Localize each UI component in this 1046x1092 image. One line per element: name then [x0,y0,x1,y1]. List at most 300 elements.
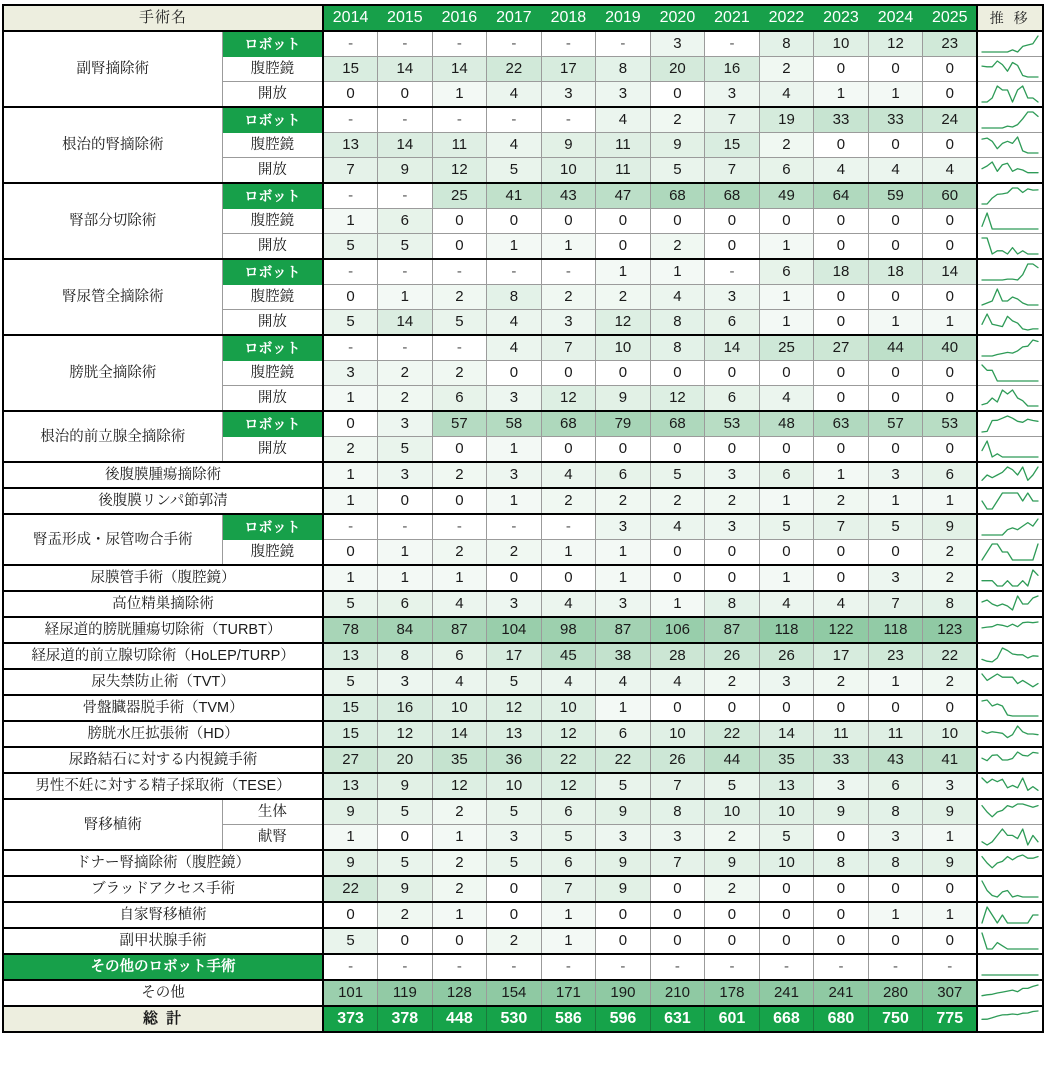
data-cell: 0 [487,361,542,386]
data-cell: 0 [705,695,760,721]
data-cell: - [487,514,542,540]
data-cell: - [487,259,542,285]
trend-sparkline-cell [977,234,1043,260]
data-cell: 9 [923,799,978,825]
data-cell: 0 [705,209,760,234]
data-cell: 0 [814,57,869,82]
data-cell: 0 [487,876,542,902]
data-cell: 16 [378,695,433,721]
table-row [3,747,1043,773]
data-cell: 3 [596,591,651,617]
surgery-name-cell: 後腹膜リンパ節郭清 [3,488,323,514]
data-cell: 7 [705,107,760,133]
data-cell: - [323,514,378,540]
data-cell: 4 [759,386,814,412]
data-cell: 0 [814,361,869,386]
surgery-name-cell: 副甲状腺手術 [3,928,323,954]
data-cell: 6 [923,462,978,488]
surgery-name-cell: その他 [3,980,323,1006]
data-cell: 12 [650,386,705,412]
data-cell: 0 [923,695,978,721]
data-cell: 22 [923,643,978,669]
data-cell: 1 [923,825,978,851]
data-cell: 3 [487,386,542,412]
data-cell: 0 [432,234,487,260]
data-cell: 14 [432,57,487,82]
data-cell: 0 [814,437,869,463]
data-cell: 4 [868,158,923,184]
data-cell: 0 [923,437,978,463]
data-cell: - [541,514,596,540]
data-cell: 8 [759,31,814,57]
data-cell: 33 [814,107,869,133]
surgery-name-cell: 男性不妊に対する精子採取術（TESE） [3,773,323,799]
table-row [3,617,1043,643]
data-cell: 4 [487,133,542,158]
data-cell: 0 [650,437,705,463]
data-cell: 1 [596,259,651,285]
data-cell: 8 [650,799,705,825]
data-cell: 1 [378,565,433,591]
column-header-year-2018: 2018 [541,5,596,31]
data-cell: 104 [487,617,542,643]
data-cell: 2 [378,386,433,412]
data-cell: 4 [541,462,596,488]
trend-sparkline-cell [977,183,1043,209]
surgery-count-table [2,4,1044,1033]
data-cell: 178 [705,980,760,1006]
surgery-name-cell: 根治的腎摘除術 [3,107,222,183]
data-cell: 40 [923,335,978,361]
data-cell: 8 [868,850,923,876]
data-cell: 122 [814,617,869,643]
column-header-year-2021: 2021 [705,5,760,31]
data-cell: 1 [923,310,978,336]
data-cell: 241 [814,980,869,1006]
data-cell: 3 [923,773,978,799]
data-cell: 87 [432,617,487,643]
data-cell: 9 [541,133,596,158]
table-row [3,902,1043,928]
data-cell: 1 [596,695,651,721]
total-row [3,1006,1043,1032]
data-cell: 2 [596,285,651,310]
total-label: 総 計 [3,1006,323,1032]
total-data-cell: 586 [541,1006,596,1032]
data-cell: 0 [868,57,923,82]
trend-sparkline-cell [977,928,1043,954]
data-cell: - [541,259,596,285]
data-cell: 6 [378,209,433,234]
data-cell: 2 [759,133,814,158]
trend-sparkline-cell [977,107,1043,133]
data-cell: 3 [705,285,760,310]
data-cell: 0 [759,361,814,386]
data-cell: - [432,514,487,540]
data-cell: 0 [378,82,433,108]
data-cell: 1 [323,209,378,234]
data-cell: 57 [868,411,923,437]
data-cell: - [759,954,814,980]
data-cell: 48 [759,411,814,437]
data-cell: 3 [487,462,542,488]
data-cell: 2 [759,57,814,82]
data-cell: 11 [432,133,487,158]
surgery-name-cell: 膀胱水圧拡張術（HD） [3,721,323,747]
data-cell: 49 [759,183,814,209]
data-cell: 9 [378,876,433,902]
total-data-cell: 668 [759,1006,814,1032]
data-cell: 22 [541,747,596,773]
data-cell: 4 [650,285,705,310]
data-cell: 6 [378,591,433,617]
data-cell: 78 [323,617,378,643]
trend-sparkline-cell [977,643,1043,669]
data-cell: 0 [923,361,978,386]
data-cell: 1 [759,285,814,310]
total-data-cell: 448 [432,1006,487,1032]
data-cell: - [705,954,760,980]
data-cell: - [487,31,542,57]
data-cell: 22 [487,57,542,82]
column-header-year-2017: 2017 [487,5,542,31]
data-cell: 0 [759,695,814,721]
data-cell: 4 [432,591,487,617]
data-cell: 3 [487,825,542,851]
subcategory-cell: 開放 [222,82,323,108]
data-cell: 59 [868,183,923,209]
surgery-name-cell: 骨盤臓器脱手術（TVM） [3,695,323,721]
data-cell: 5 [323,669,378,695]
data-cell: 0 [378,825,433,851]
data-cell: 1 [814,82,869,108]
data-cell: 0 [868,695,923,721]
data-cell: 53 [705,411,760,437]
data-cell: 1 [378,540,433,566]
data-cell: 1 [541,902,596,928]
data-cell: 1 [759,234,814,260]
trend-sparkline-cell [977,82,1043,108]
data-cell: 5 [323,234,378,260]
data-cell: 0 [650,209,705,234]
data-cell: 0 [650,902,705,928]
data-cell: 0 [923,386,978,412]
data-cell: 0 [814,928,869,954]
data-cell: 1 [323,462,378,488]
data-cell: 7 [650,850,705,876]
data-cell: 0 [759,876,814,902]
data-cell: 0 [814,133,869,158]
table-row [3,259,1043,285]
surgery-name-cell: 腎尿管全摘除術 [3,259,222,335]
data-cell: 4 [923,158,978,184]
surgery-name-cell: 腎部分切除術 [3,183,222,259]
data-cell: 1 [323,825,378,851]
data-cell: 3 [378,462,433,488]
data-cell: 15 [705,133,760,158]
subcategory-cell: 腹腔鏡 [222,361,323,386]
data-cell: 68 [650,411,705,437]
data-cell: 2 [487,928,542,954]
data-cell: 0 [814,695,869,721]
data-cell: 0 [868,234,923,260]
trend-sparkline-cell [977,310,1043,336]
data-cell: 0 [705,234,760,260]
data-cell: 0 [323,411,378,437]
data-cell: 154 [487,980,542,1006]
data-cell: 4 [432,669,487,695]
trend-sparkline-cell [977,361,1043,386]
data-cell: - [323,107,378,133]
data-cell: 1 [432,825,487,851]
data-cell: 1 [323,488,378,514]
data-cell: - [432,954,487,980]
data-cell: 47 [596,183,651,209]
data-cell: 2 [705,669,760,695]
data-cell: 33 [868,107,923,133]
trend-sparkline-cell [977,617,1043,643]
data-cell: 10 [596,335,651,361]
data-cell: 1 [541,540,596,566]
trend-sparkline-cell [977,980,1043,1006]
trend-sparkline-cell [977,747,1043,773]
data-cell: - [923,954,978,980]
surgery-name-cell: 腎移植術 [3,799,222,850]
trend-sparkline-cell [977,954,1043,980]
trend-sparkline-cell [977,540,1043,566]
data-cell: 8 [650,335,705,361]
total-data-cell: 378 [378,1006,433,1032]
data-cell: 2 [487,540,542,566]
data-cell: 0 [596,234,651,260]
data-cell: 171 [541,980,596,1006]
subcategory-cell: ロボット [222,183,323,209]
surgery-name-cell: 副腎摘除術 [3,31,222,107]
data-cell: 0 [923,876,978,902]
data-cell: 3 [323,361,378,386]
data-cell: - [378,954,433,980]
data-cell: 6 [432,643,487,669]
data-cell: 0 [705,565,760,591]
subcategory-cell: 腹腔鏡 [222,209,323,234]
data-cell: 1 [868,82,923,108]
data-cell: 27 [814,335,869,361]
data-cell: 3 [759,669,814,695]
column-header-year-2019: 2019 [596,5,651,31]
data-cell: 41 [487,183,542,209]
data-cell: 2 [923,540,978,566]
data-cell: - [323,31,378,57]
data-cell: 119 [378,980,433,1006]
data-cell: 5 [705,773,760,799]
data-cell: 2 [650,234,705,260]
surgery-name-cell: 膀胱全摘除術 [3,335,222,411]
data-cell: 13 [323,643,378,669]
data-cell: 9 [596,850,651,876]
data-cell: 26 [650,747,705,773]
table-row [3,514,1043,540]
data-cell: 2 [378,361,433,386]
data-cell: 1 [868,488,923,514]
column-header-year-2023: 2023 [814,5,869,31]
data-cell: 5 [487,669,542,695]
table-row [3,335,1043,361]
data-cell: 1 [650,259,705,285]
data-cell: 9 [596,386,651,412]
data-cell: 22 [323,876,378,902]
data-cell: 1 [868,310,923,336]
data-cell: 12 [432,158,487,184]
data-cell: 12 [541,386,596,412]
data-cell: - [650,954,705,980]
data-cell: 23 [868,643,923,669]
data-cell: 2 [432,285,487,310]
data-cell: 4 [814,591,869,617]
total-data-cell: 750 [868,1006,923,1032]
column-header-year-2022: 2022 [759,5,814,31]
data-cell: 15 [323,721,378,747]
data-cell: 58 [487,411,542,437]
data-cell: 4 [596,107,651,133]
data-cell: 3 [705,82,760,108]
data-cell: 36 [487,747,542,773]
data-cell: - [705,31,760,57]
trend-sparkline-cell [977,259,1043,285]
trend-sparkline-cell [977,133,1043,158]
data-cell: 4 [814,158,869,184]
data-cell: 13 [759,773,814,799]
data-cell: 0 [814,209,869,234]
column-header-trend: 推 移 [977,5,1043,31]
data-cell: 4 [487,335,542,361]
data-cell: 106 [650,617,705,643]
data-cell: 0 [759,540,814,566]
data-cell: 18 [868,259,923,285]
subcategory-cell: 腹腔鏡 [222,540,323,566]
data-cell: 9 [596,799,651,825]
surgery-name-cell: 根治的前立腺全摘除術 [3,411,222,462]
data-cell: 7 [541,335,596,361]
data-cell: 1 [432,902,487,928]
data-cell: 14 [432,721,487,747]
table-row [3,107,1043,133]
data-cell: 84 [378,617,433,643]
data-cell: 14 [923,259,978,285]
data-cell: 11 [814,721,869,747]
data-cell: 26 [759,643,814,669]
data-cell: 98 [541,617,596,643]
subcategory-cell: 生体 [222,799,323,825]
data-cell: 0 [487,565,542,591]
data-cell: 4 [759,82,814,108]
table-row [3,488,1043,514]
trend-sparkline-cell [977,386,1043,412]
subcategory-cell: ロボット [222,259,323,285]
data-cell: - [323,335,378,361]
data-cell: 0 [541,209,596,234]
subcategory-cell: ロボット [222,31,323,57]
subcategory-cell: 開放 [222,386,323,412]
trend-sparkline-cell [977,591,1043,617]
data-cell: 128 [432,980,487,1006]
column-header-year-2025: 2025 [923,5,978,31]
data-cell: 9 [650,133,705,158]
data-cell: - [541,107,596,133]
trend-sparkline-cell [977,411,1043,437]
data-cell: 13 [487,721,542,747]
data-cell: 0 [541,361,596,386]
data-cell: 2 [705,488,760,514]
data-cell: - [705,259,760,285]
data-cell: 0 [923,133,978,158]
data-cell: 280 [868,980,923,1006]
data-cell: - [596,954,651,980]
data-cell: 10 [705,799,760,825]
data-cell: 57 [432,411,487,437]
data-cell: 0 [923,285,978,310]
subcategory-cell: 腹腔鏡 [222,285,323,310]
data-cell: 0 [868,361,923,386]
data-cell: 4 [541,591,596,617]
header-row [3,5,1043,31]
data-cell: 9 [596,876,651,902]
data-cell: 0 [596,209,651,234]
data-cell: 63 [814,411,869,437]
subcategory-cell: 腹腔鏡 [222,133,323,158]
table-row [3,183,1043,209]
data-cell: 6 [868,773,923,799]
data-cell: 20 [650,57,705,82]
data-cell: 9 [923,514,978,540]
data-cell: 68 [650,183,705,209]
data-cell: - [378,335,433,361]
subcategory-cell: 開放 [222,158,323,184]
data-cell: 0 [650,82,705,108]
data-cell: 0 [650,361,705,386]
data-cell: - [378,183,433,209]
total-trend-sparkline-cell [977,1006,1043,1032]
data-cell: - [432,259,487,285]
data-cell: 0 [323,902,378,928]
data-cell: 2 [323,437,378,463]
surgery-name-cell: 尿膜管手術（腹腔鏡） [3,565,323,591]
data-cell: - [868,954,923,980]
data-cell: 6 [705,310,760,336]
data-cell: 5 [487,850,542,876]
data-cell: 3 [541,82,596,108]
table-row [3,591,1043,617]
data-cell: 0 [923,928,978,954]
data-cell: 2 [596,488,651,514]
table-row [3,721,1043,747]
data-cell: 1 [323,565,378,591]
data-cell: 7 [650,773,705,799]
data-cell: 11 [868,721,923,747]
trend-sparkline-cell [977,335,1043,361]
data-cell: 9 [814,799,869,825]
data-cell: 0 [650,540,705,566]
data-cell: 0 [596,361,651,386]
data-cell: 0 [814,565,869,591]
data-cell: 43 [541,183,596,209]
data-cell: 2 [432,462,487,488]
data-cell: 0 [596,928,651,954]
data-cell: - [432,107,487,133]
data-cell: 0 [323,540,378,566]
table-row [3,462,1043,488]
data-cell: - [814,954,869,980]
data-cell: 14 [705,335,760,361]
